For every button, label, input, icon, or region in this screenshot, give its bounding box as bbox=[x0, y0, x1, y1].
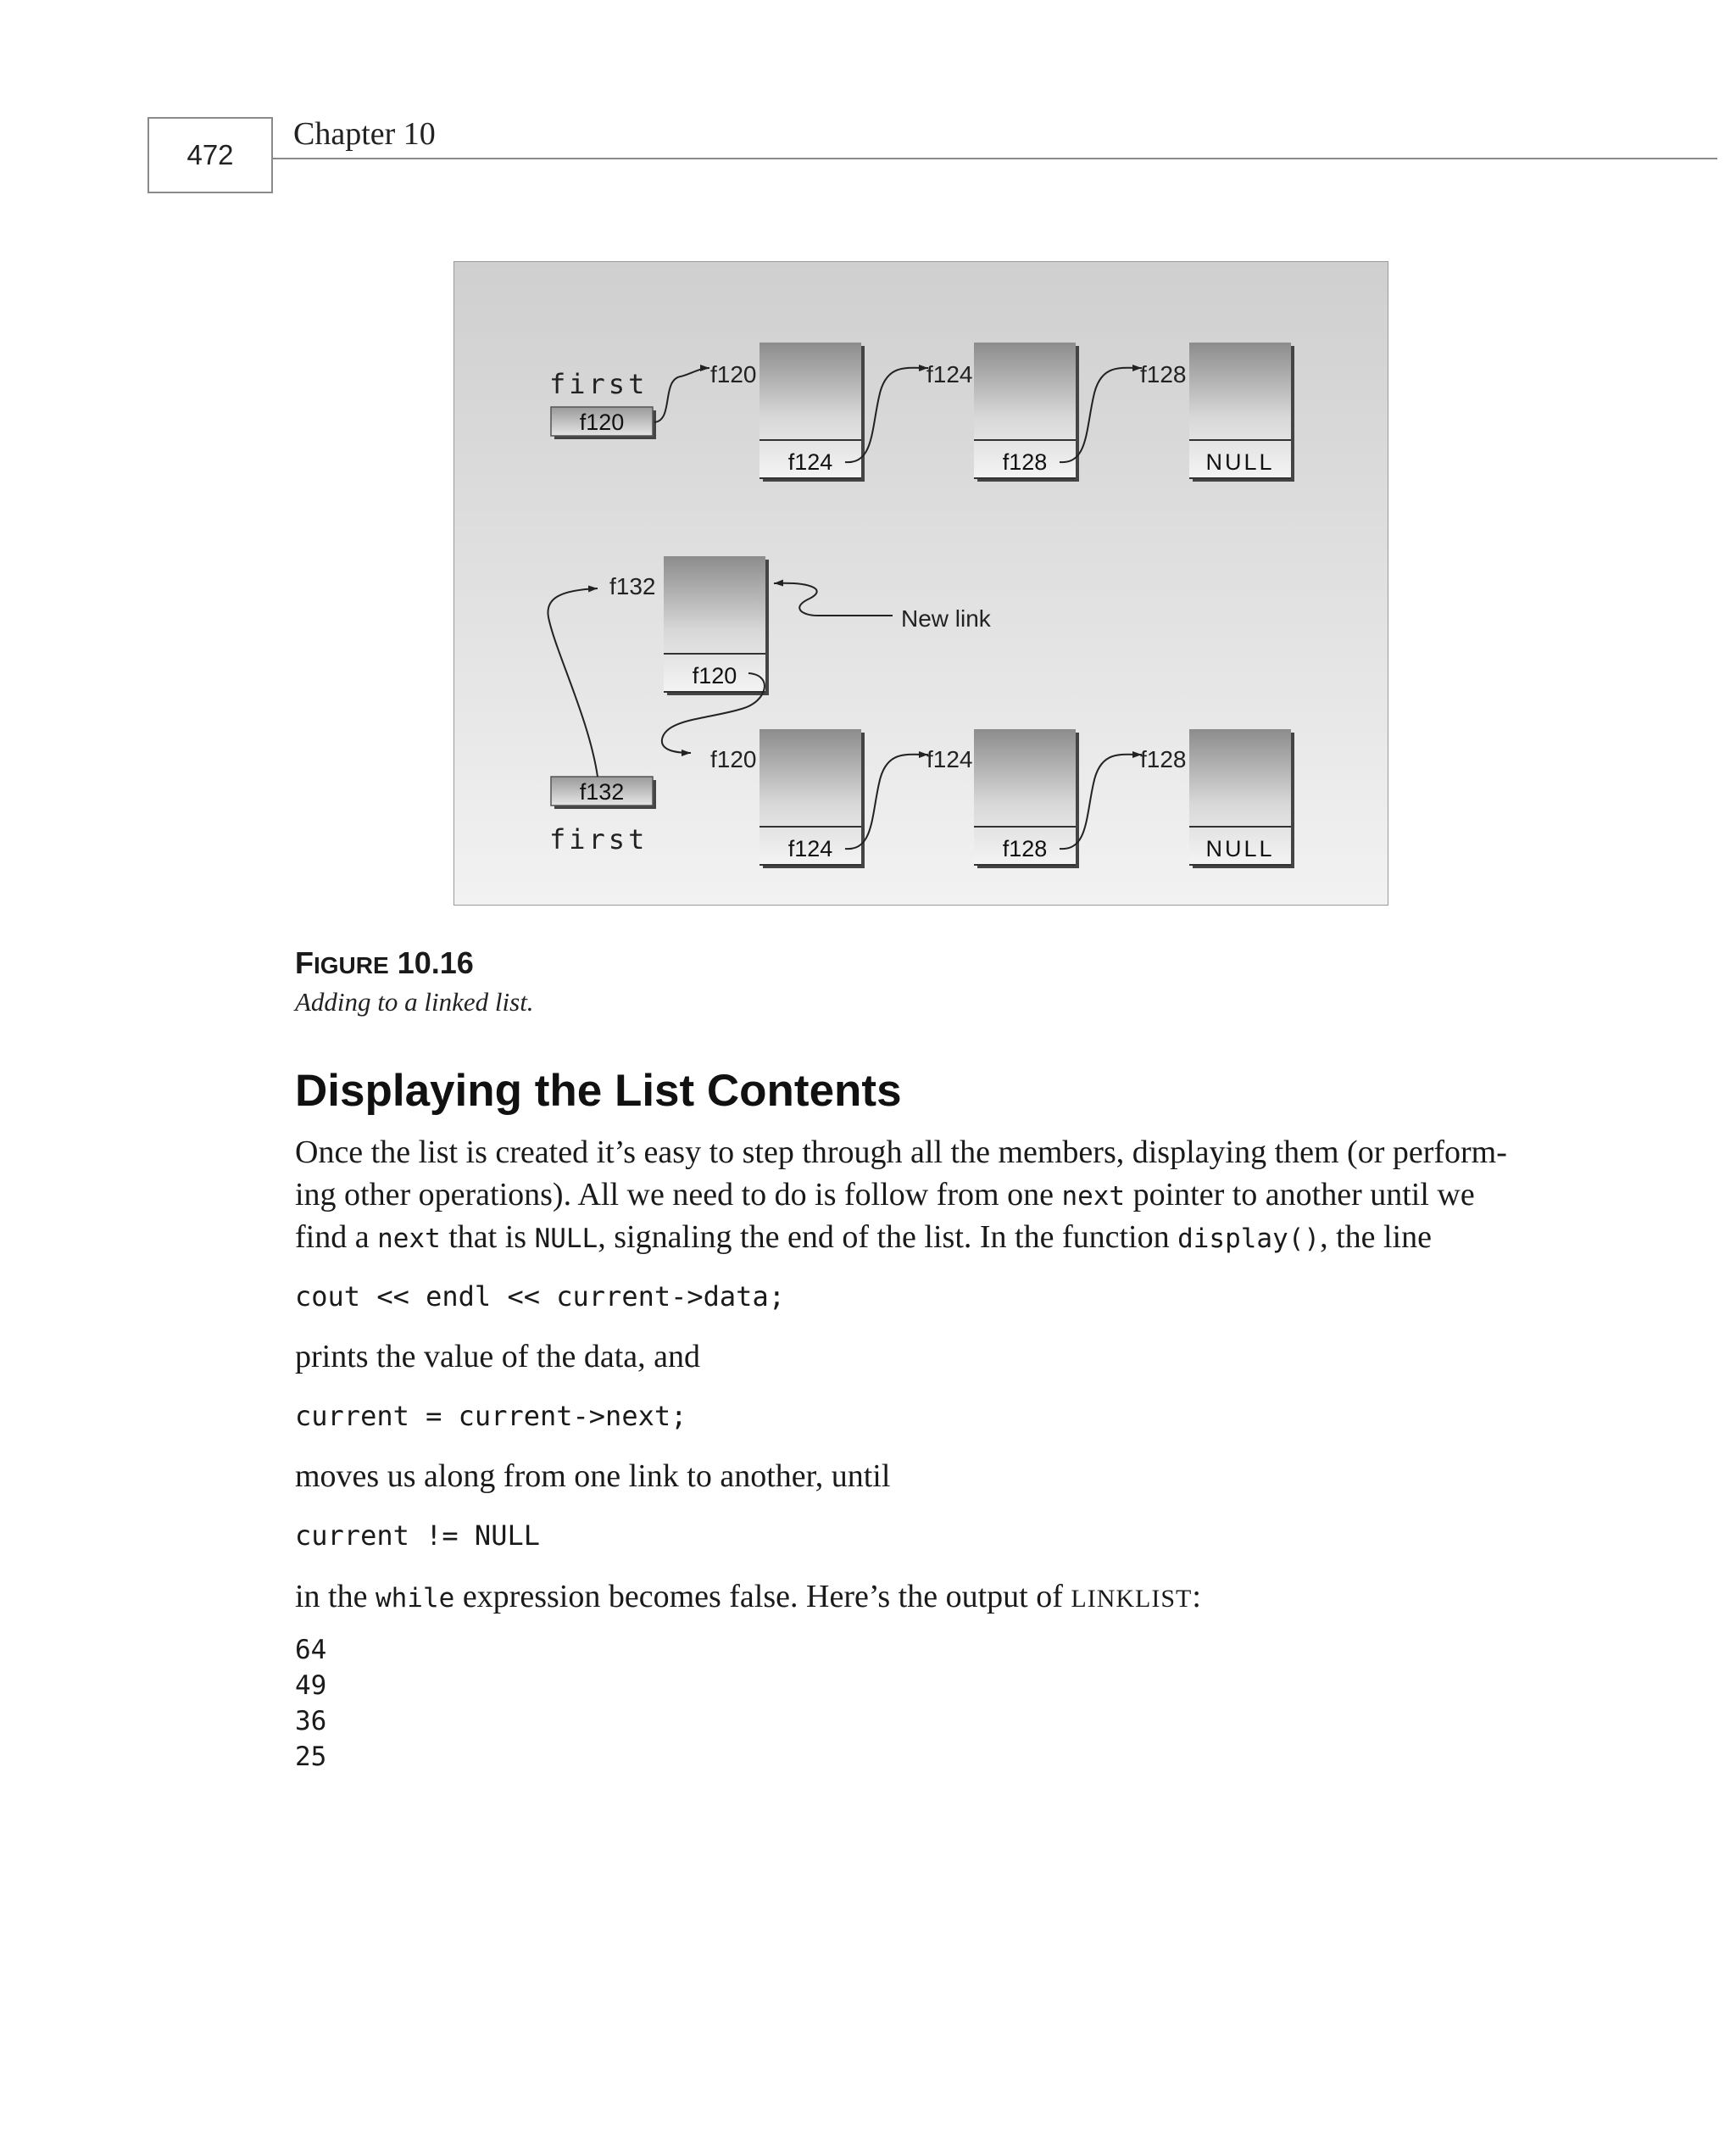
text-run: , signaling the end of the list. In the function bbox=[598, 1219, 1178, 1255]
bottom-node-3 bbox=[1189, 729, 1294, 868]
code-line-1: cout << endl << current->data; bbox=[295, 1280, 785, 1313]
inline-code: while bbox=[375, 1583, 455, 1614]
text-run: that is bbox=[440, 1219, 535, 1255]
bottom-first-pointer-value: f132 bbox=[579, 779, 625, 805]
top-node1-address: f120 bbox=[710, 361, 757, 387]
top-node2-address: f124 bbox=[926, 361, 973, 387]
top-first-pointer-box bbox=[551, 407, 656, 439]
top-node3-next: NULL bbox=[1205, 449, 1275, 475]
text-run: pointer to another until we bbox=[1125, 1177, 1475, 1212]
paragraph-1-line-3 bbox=[295, 1216, 1432, 1260]
code-line-2: current = current->next; bbox=[295, 1400, 687, 1432]
figure-label-initial: F bbox=[295, 945, 314, 980]
top-node-1 bbox=[760, 343, 865, 482]
header-rule bbox=[273, 158, 1717, 159]
new-link-address: f132 bbox=[609, 573, 656, 599]
figure-label bbox=[295, 945, 474, 981]
figure-label-rest: IGURE bbox=[314, 952, 389, 978]
new-link-next: f120 bbox=[692, 663, 737, 688]
top-node-2 bbox=[974, 343, 1079, 482]
output-line: 64 bbox=[295, 1635, 327, 1665]
text-run: : bbox=[1192, 1579, 1201, 1614]
top-node3-address: f128 bbox=[1140, 361, 1187, 387]
figure-number: 10.16 bbox=[388, 945, 474, 980]
program-output bbox=[295, 1632, 326, 1775]
output-line: 36 bbox=[295, 1706, 327, 1736]
output-line: 25 bbox=[295, 1742, 327, 1772]
inline-code: display() bbox=[1177, 1223, 1321, 1254]
program-name: LINKLIST bbox=[1071, 1585, 1193, 1613]
bottom-node-2 bbox=[974, 729, 1079, 868]
bottom-node1-next: f124 bbox=[787, 836, 833, 861]
linked-list-figure bbox=[453, 261, 1388, 906]
inline-code: next bbox=[1061, 1181, 1126, 1212]
paragraph-2: prints the value of the data, and bbox=[295, 1339, 701, 1374]
bottom-first-label: first bbox=[549, 823, 648, 856]
bottom-node1-address: f120 bbox=[710, 746, 757, 772]
text-run: in the bbox=[295, 1579, 376, 1614]
new-link-label: New link bbox=[901, 605, 991, 632]
top-first-pointer-value: f120 bbox=[579, 410, 625, 435]
text-run: expression becomes false. Here’s the output of bbox=[454, 1579, 1071, 1614]
code-line-3: current != NULL bbox=[295, 1519, 540, 1552]
output-line: 49 bbox=[295, 1670, 327, 1701]
figure-caption: Adding to a linked list. bbox=[295, 987, 534, 1017]
bottom-first-pointer-box bbox=[551, 777, 656, 809]
chapter-label: Chapter 10 bbox=[293, 116, 436, 152]
text-run: , the line bbox=[1320, 1219, 1432, 1255]
top-node1-next: f124 bbox=[787, 449, 833, 475]
paragraph-4 bbox=[295, 1575, 1201, 1620]
bottom-node-1 bbox=[760, 729, 865, 868]
paragraph-3: moves us along from one link to another, until bbox=[295, 1458, 891, 1494]
bottom-node3-address: f128 bbox=[1140, 746, 1187, 772]
top-node-3 bbox=[1189, 343, 1294, 482]
text-run: ing other operations). All we need to do is follow from one bbox=[295, 1177, 1062, 1212]
bottom-node2-next: f128 bbox=[1002, 836, 1048, 861]
page-number: 472 bbox=[147, 117, 273, 193]
inline-code: NULL bbox=[534, 1223, 598, 1254]
paragraph-1-line-1: Once the list is created it’s easy to step through all the members, displaying them (or perform- bbox=[295, 1134, 1507, 1170]
top-first-label: first bbox=[549, 368, 648, 400]
paragraph-1-line-2 bbox=[295, 1173, 1475, 1218]
section-heading: Displaying the List Contents bbox=[295, 1066, 902, 1116]
inline-code: next bbox=[377, 1223, 441, 1254]
text-run: find a bbox=[295, 1219, 378, 1255]
bottom-node3-next: NULL bbox=[1205, 836, 1275, 861]
bottom-node2-address: f124 bbox=[926, 746, 973, 772]
top-node2-next: f128 bbox=[1002, 449, 1048, 475]
